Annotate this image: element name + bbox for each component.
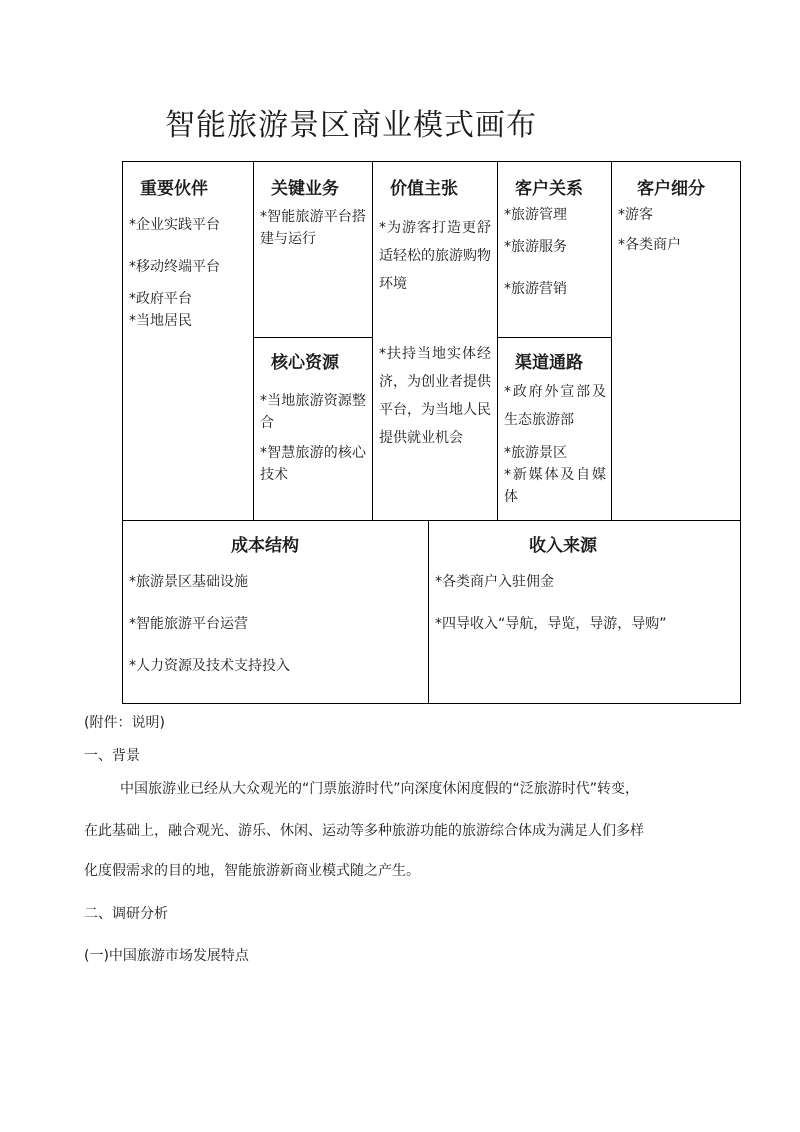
channels-header: 渠道通路 bbox=[515, 353, 583, 373]
list-item: *政府平台 bbox=[129, 291, 192, 307]
list-item: *政府外宣部及生态旅游部 bbox=[504, 384, 606, 428]
list-item: *各类商户入驻佣金 bbox=[435, 574, 554, 590]
customer-relationships-header: 客户关系 bbox=[515, 179, 583, 199]
key-activities-header: 关键业务 bbox=[271, 179, 339, 199]
list-item: *为游客打造更舒适轻松的旅游购物环境 bbox=[379, 220, 491, 292]
cost-structure-cell bbox=[123, 521, 428, 704]
list-item: *旅游服务 bbox=[504, 239, 567, 255]
list-item: *智能旅游平台运营 bbox=[129, 616, 248, 632]
key-activities-cell bbox=[254, 162, 372, 337]
paragraph-line: 中国旅游业已经从大众观光的“门票旅游时代”向深度休闲度假的“泛旅游时代”转变， bbox=[120, 781, 640, 797]
customer-segments-header: 客户细分 bbox=[637, 179, 705, 199]
list-item: *当地居民 bbox=[129, 313, 192, 329]
customer-relationships-cell bbox=[498, 162, 611, 337]
paragraph-line: 在此基础上，融合观光、游乐、休闲、运动等多种旅游功能的旅游综合体成为满足人们多样 bbox=[84, 823, 644, 839]
list-item: *当地旅游资源整合 bbox=[260, 393, 366, 431]
list-item: *新媒体及自媒体 bbox=[504, 467, 606, 505]
list-item: *游客 bbox=[618, 207, 653, 223]
paragraph-line: 化度假需求的目的地，智能旅游新商业模式随之产生。 bbox=[84, 863, 420, 879]
list-item: *人力资源及技术支持投入 bbox=[129, 658, 290, 674]
document-title: 智能旅游景区商业模式画布 bbox=[165, 108, 537, 143]
channels-cell bbox=[498, 338, 611, 520]
revenue-streams-cell bbox=[429, 521, 740, 704]
key-partners-cell bbox=[123, 162, 253, 520]
list-item: *扶持当地实体经济，为创业者提供平台，为当地人民提供就业机会 bbox=[379, 346, 491, 446]
list-item: *各类商户 bbox=[618, 237, 681, 253]
cost-structure-header: 成本结构 bbox=[231, 536, 299, 556]
section-title: 二、调研分析 bbox=[84, 906, 168, 922]
list-item: *旅游营销 bbox=[504, 281, 567, 297]
key-resources-header: 核心资源 bbox=[271, 353, 339, 373]
value-proposition-header: 价值主张 bbox=[390, 179, 458, 199]
list-item: *旅游景区 bbox=[504, 445, 567, 461]
revenue-streams-header: 收入来源 bbox=[529, 536, 597, 556]
list-item: *旅游景区基础设施 bbox=[129, 574, 248, 590]
list-item: *智慧旅游的核心技术 bbox=[260, 445, 366, 483]
list-item: *企业实践平台 bbox=[129, 217, 220, 233]
section-title: 一、背景 bbox=[84, 748, 140, 764]
appendix-note: (附件：说明) bbox=[84, 715, 165, 731]
list-item: *智能旅游平台搭建与运行 bbox=[260, 209, 366, 247]
list-item: *旅游管理 bbox=[504, 207, 567, 223]
list-item: *移动终端平台 bbox=[129, 259, 220, 275]
subsection-title: (一)中国旅游市场发展特点 bbox=[84, 948, 249, 964]
value-proposition-cell bbox=[373, 162, 497, 520]
list-item: *四导收入“导航，导览，导游，导购” bbox=[435, 616, 667, 632]
key-partners-header: 重要伙伴 bbox=[140, 179, 208, 199]
customer-segments-cell bbox=[612, 162, 740, 520]
business-model-canvas bbox=[122, 161, 741, 704]
key-resources-cell bbox=[254, 338, 372, 520]
